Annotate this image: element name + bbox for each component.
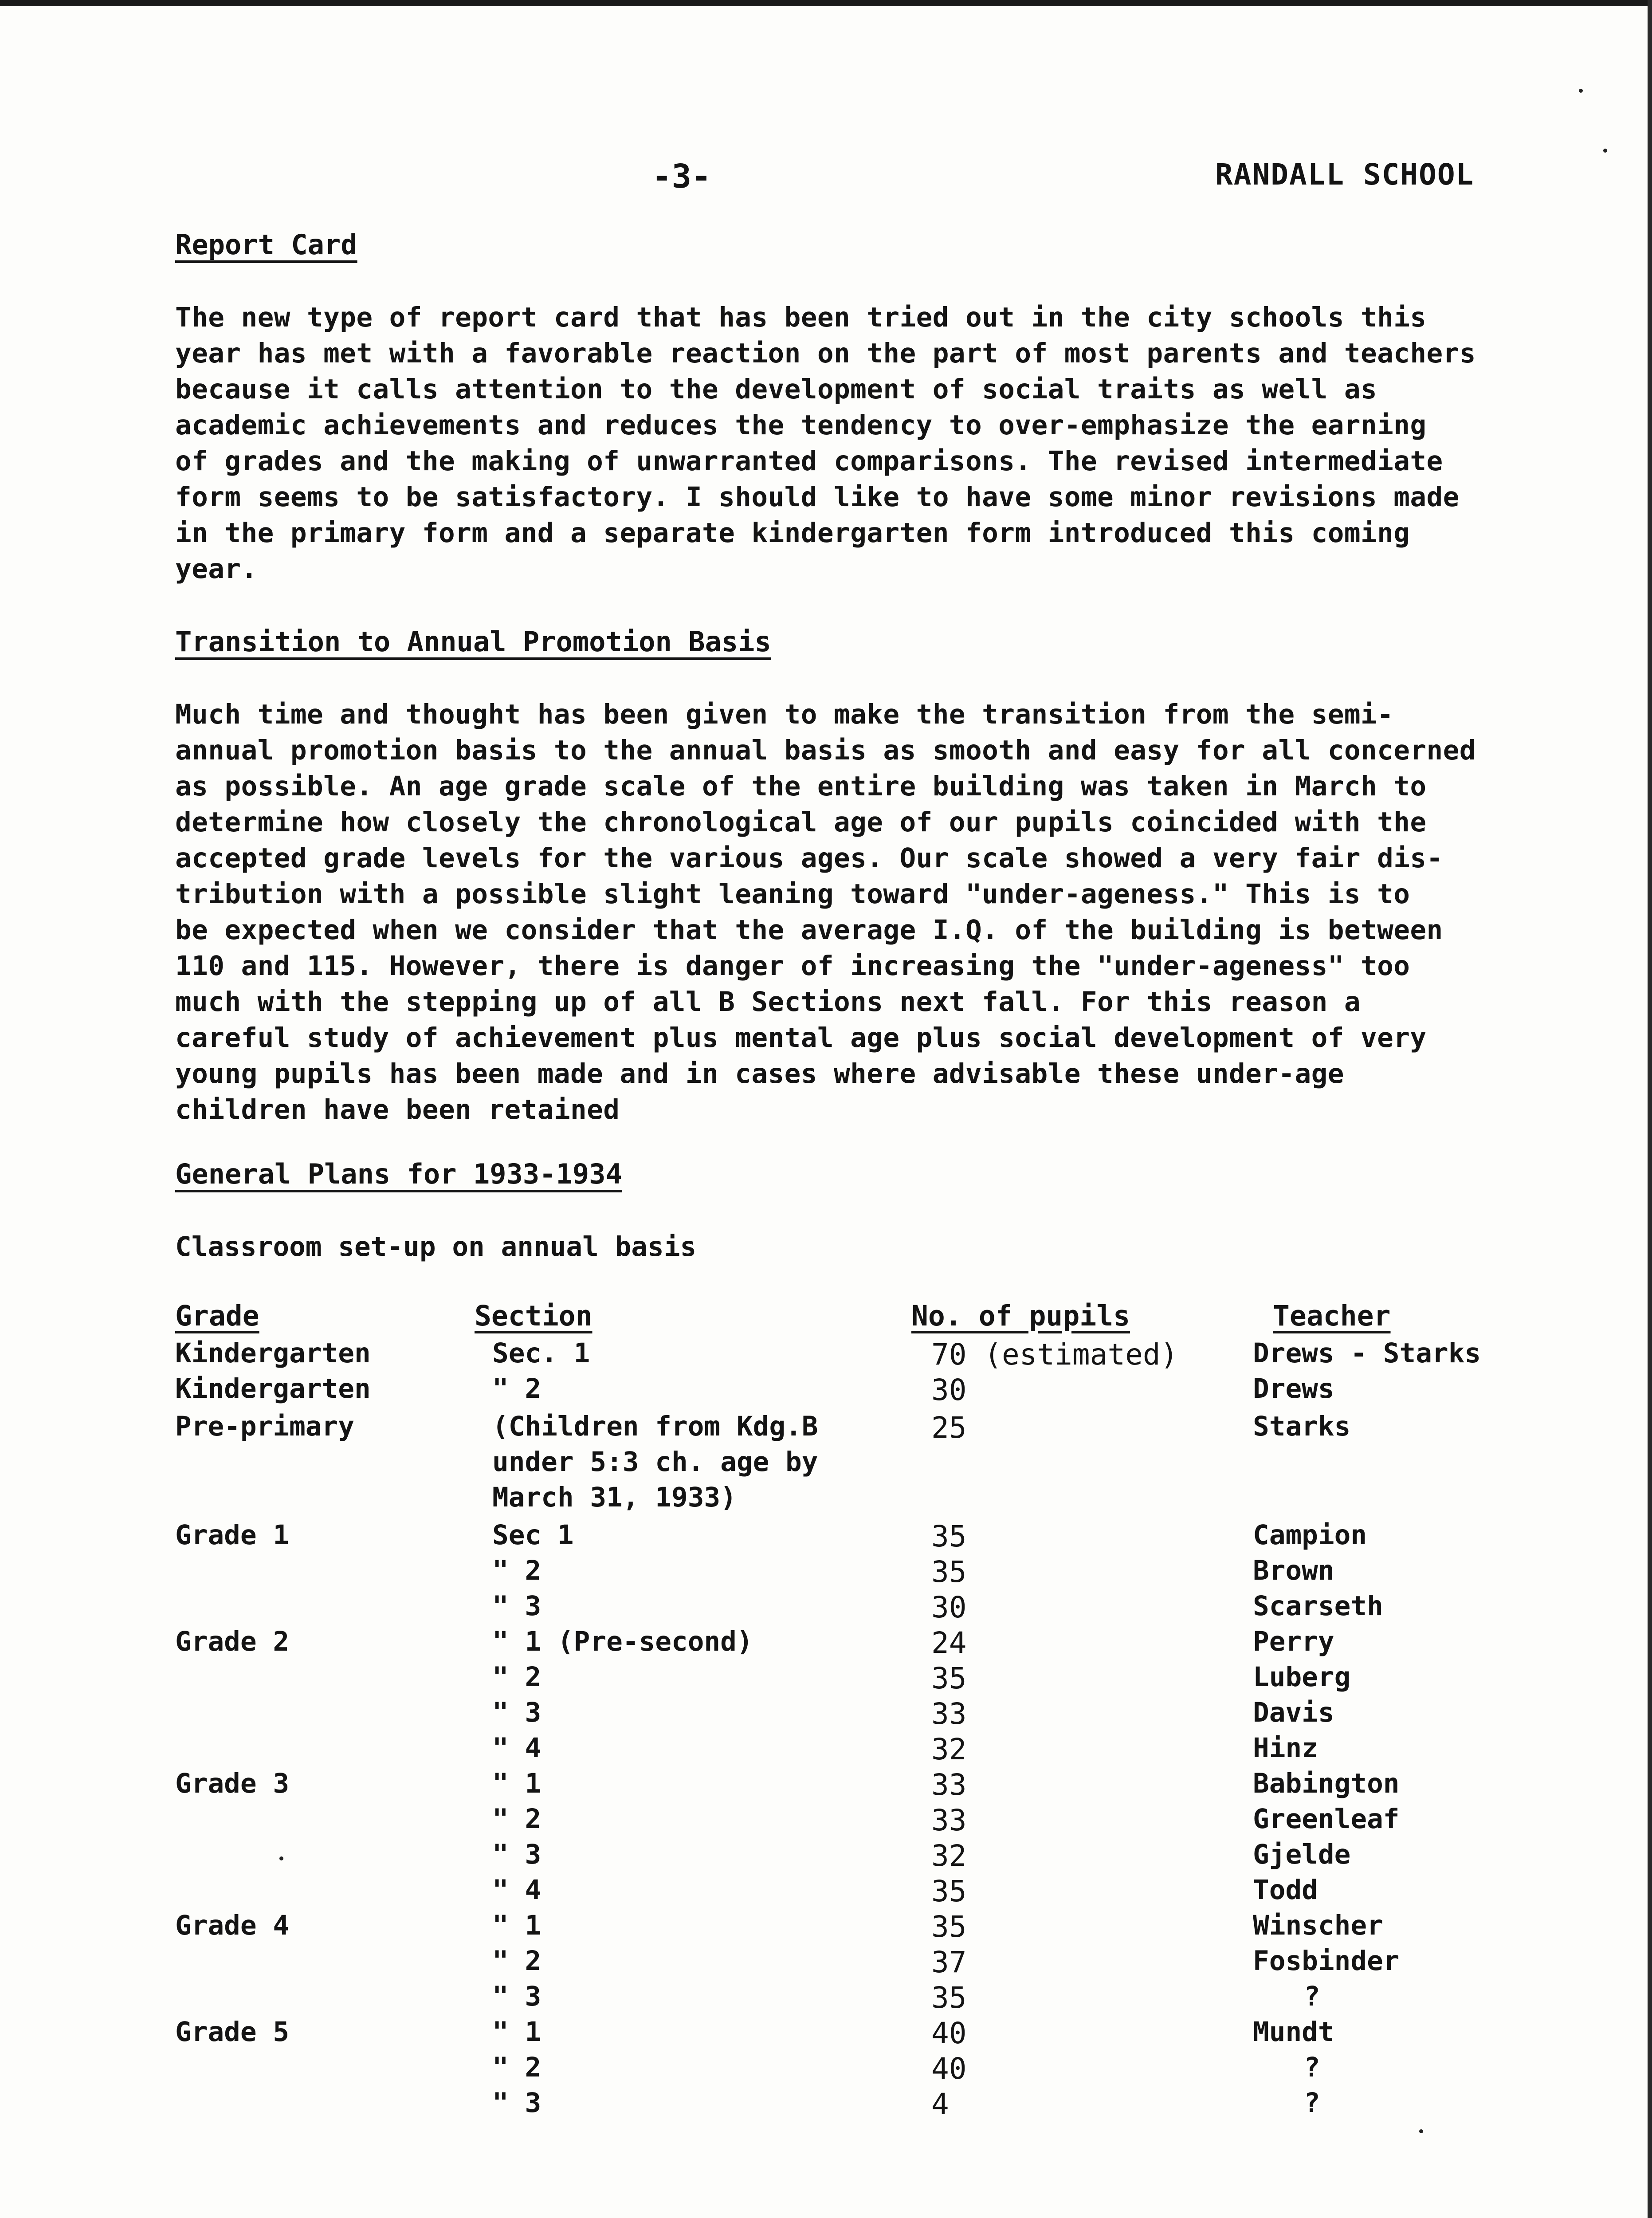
grade-cell: Kindergarten (175, 1373, 371, 1404)
section-cell: " 1 (492, 1768, 542, 1799)
paragraph-line: year has met with a favorable reaction on the part of most parents and teachers (175, 338, 1476, 369)
scan-speck (1603, 149, 1607, 153)
pupils-cell: 35 (931, 1555, 967, 1589)
teacher-cell: Davis (1253, 1697, 1334, 1728)
section-cell: " 3 (492, 1697, 542, 1728)
column-header-teacher: Teacher (1273, 1300, 1391, 1332)
section-cell: " 2 (492, 1555, 542, 1586)
column-header-section: Section (475, 1300, 593, 1332)
paragraph-line: form seems to be satisfactory. I should like to have some minor revisions made (175, 481, 1460, 513)
teacher-cell: Hinz (1253, 1732, 1318, 1764)
paragraph-line: young pupils has been made and in cases where advisable these under-age (175, 1058, 1344, 1089)
grade-cell: Grade 2 (175, 1626, 290, 1657)
teacher-cell: Fosbinder (1253, 1945, 1400, 1977)
pupils-cell: 37 (931, 1945, 967, 1979)
report-card-heading: Report Card (175, 228, 357, 261)
section-cell: " 2 (492, 1803, 542, 1835)
teacher-cell: ? (1304, 1981, 1320, 2012)
paragraph-line: determine how closely the chronological age of our pupils coincided with the (175, 806, 1427, 838)
grade-cell: Pre-primary (175, 1411, 354, 1442)
paragraph-line: year. (175, 553, 258, 585)
teacher-cell: Drews (1253, 1373, 1334, 1404)
column-header-grade: Grade (175, 1300, 259, 1332)
teacher-cell: Starks (1253, 1411, 1351, 1442)
grade-cell: Kindergarten (175, 1337, 371, 1369)
pupils-cell: 35 (931, 1519, 967, 1553)
teacher-cell: Greenleaf (1253, 1803, 1400, 1835)
scan-speck (1579, 89, 1583, 93)
paragraph-line: The new type of report card that has been tried out in the city schools this (175, 302, 1427, 333)
pupils-cell: 40 (931, 2052, 967, 2086)
teacher-cell: Scarseth (1253, 1590, 1383, 1622)
section-cell: " 2 (492, 1661, 542, 1693)
paragraph-line: much with the stepping up of all B Sections next fall. For this reason a (175, 986, 1361, 1018)
school-name: RANDALL SCHOOL (1215, 157, 1475, 192)
section-cell: " 2 (492, 1373, 542, 1404)
pupils-cell: 33 (931, 1768, 967, 1802)
section-cell: " 4 (492, 1874, 542, 1906)
teacher-cell: Perry (1253, 1626, 1334, 1657)
teacher-cell: Winscher (1253, 1910, 1383, 1941)
paragraph-line: annual promotion basis to the annual basis as smooth and easy for all concerned (175, 735, 1476, 766)
column-header-pupils: No. of pupils (911, 1300, 1130, 1332)
teacher-cell: Todd (1253, 1874, 1318, 1906)
teacher-cell: Brown (1253, 1555, 1334, 1586)
scan-speck (1419, 2129, 1423, 2133)
transition-heading: Transition to Annual Promotion Basis (175, 625, 771, 658)
pupils-cell: 32 (931, 1732, 967, 1766)
teacher-cell: ? (1304, 2052, 1320, 2083)
paragraph-line: accepted grade levels for the various ages. Our scale showed a very fair dis- (175, 842, 1443, 874)
teacher-cell: Babington (1253, 1768, 1400, 1799)
section-cell: under 5:3 ch. age by (492, 1446, 818, 1478)
teacher-cell: Gjelde (1253, 1839, 1351, 1870)
paragraph-line: because it calls attention to the development of social traits as well as (175, 374, 1377, 405)
section-cell: Sec 1 (492, 1519, 574, 1551)
pupils-cell: 24 (931, 1626, 967, 1660)
page-right-edge (1648, 0, 1652, 2218)
pupils-cell: 35 (931, 1874, 967, 1908)
pupils-cell: 35 (931, 1910, 967, 1944)
section-cell: " 1 (492, 2016, 542, 2048)
section-cell: Sec. 1 (492, 1337, 590, 1369)
section-cell: March 31, 1933) (492, 1482, 737, 1513)
paragraph-line: 110 and 115. However, there is danger of increasing the "under-ageness" too (175, 950, 1410, 982)
teacher-cell: ? (1304, 2087, 1320, 2119)
general-plans-intro: Classroom set-up on annual basis (175, 1231, 697, 1262)
page-number: -3- (652, 157, 711, 196)
section-cell: " 2 (492, 1945, 542, 1977)
paragraph-line: tribution with a possible slight leaning toward "under-ageness." This is to (175, 878, 1410, 910)
paragraph-line: children have been retained (175, 1094, 620, 1125)
section-cell: " 3 (492, 2087, 542, 2119)
paragraph-line: in the primary form and a separate kindergarten form introduced this coming (175, 517, 1410, 549)
teacher-cell: Drews - Starks (1253, 1337, 1481, 1369)
section-cell: " 3 (492, 1981, 542, 2012)
transition-paragraph (175, 696, 1594, 1128)
pupils-cell: 33 (931, 1697, 967, 1731)
scan-speck (279, 1856, 283, 1860)
pupils-cell: 40 (931, 2016, 967, 2050)
grade-cell: Grade 1 (175, 1519, 290, 1551)
section-cell: (Children from Kdg.B (492, 1411, 818, 1442)
section-cell: " 2 (492, 2052, 542, 2083)
pupils-cell: 35 (931, 1661, 967, 1695)
section-cell: " 3 (492, 1839, 542, 1870)
pupils-cell: 25 (931, 1411, 967, 1445)
pupils-cell: 30 (931, 1590, 967, 1624)
pupils-cell: 70 (estimated) (931, 1337, 1178, 1372)
pupils-cell: 33 (931, 1803, 967, 1837)
teacher-cell: Mundt (1253, 2016, 1334, 2048)
section-cell: " 1 (Pre-second) (492, 1626, 753, 1657)
paragraph-line: be expected when we consider that the average I.Q. of the building is between (175, 914, 1443, 946)
grade-cell: Grade 4 (175, 1910, 290, 1941)
section-cell: " 3 (492, 1590, 542, 1622)
teacher-cell: Campion (1253, 1519, 1367, 1551)
grade-cell: Grade 3 (175, 1768, 290, 1799)
section-cell: " 1 (492, 1910, 542, 1941)
page-top-edge (0, 0, 1652, 6)
teacher-cell: Luberg (1253, 1661, 1351, 1693)
pupils-cell: 35 (931, 1981, 967, 2015)
report-card-paragraph (175, 299, 1594, 587)
general-plans-heading: General Plans for 1933-1934 (175, 1158, 622, 1190)
paragraph-line: Much time and thought has been given to make the transition from the semi- (175, 699, 1394, 730)
paragraph-line: academic achievements and reduces the tendency to over-emphasize the earning (175, 409, 1427, 441)
pupils-cell: 32 (931, 1839, 967, 1873)
pupils-cell: 4 (931, 2087, 949, 2121)
paragraph-line: careful study of achievement plus mental age plus social development of very (175, 1022, 1427, 1054)
grade-cell: Grade 5 (175, 2016, 290, 2048)
paragraph-line: as possible. An age grade scale of the entire building was taken in March to (175, 771, 1427, 802)
section-cell: " 4 (492, 1732, 542, 1764)
pupils-cell: 30 (931, 1373, 967, 1407)
paragraph-line: of grades and the making of unwarranted comparisons. The revised intermediate (175, 445, 1443, 477)
